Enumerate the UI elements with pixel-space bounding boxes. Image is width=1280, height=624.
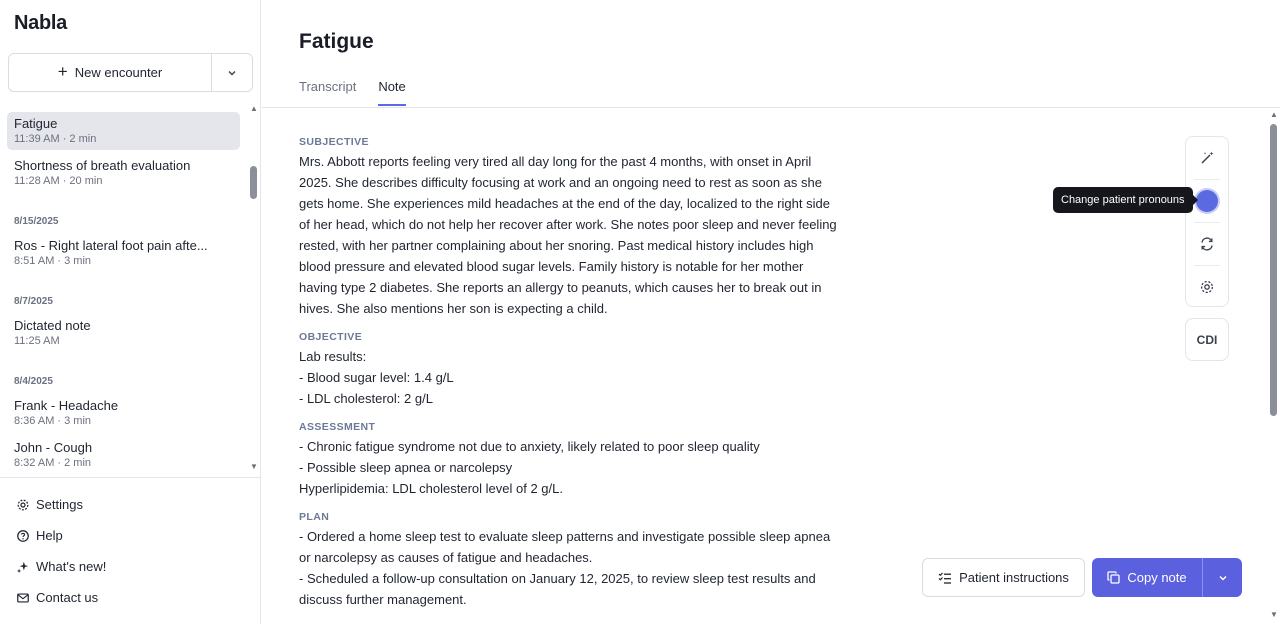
encounter-item[interactable]	[7, 314, 240, 352]
chevron-down-icon	[227, 68, 237, 78]
date-header: 8/7/2025	[14, 296, 53, 307]
new-encounter-button[interactable]	[9, 54, 211, 91]
note-section-objective	[299, 331, 839, 409]
tab-note[interactable]: Note	[378, 79, 405, 106]
copy-icon	[1107, 571, 1120, 584]
encounter-meta: 8:32 AM · 2 min	[14, 457, 92, 469]
copy-note-group	[1092, 558, 1242, 597]
nav-label: What's new!	[36, 559, 107, 574]
tab-bar	[299, 79, 428, 106]
pronouns-tooltip: Change patient pronouns	[1053, 187, 1193, 213]
section-title: SUBJECTIVE	[299, 136, 369, 148]
section-text: - Blood sugar level: 1.4 g/L	[299, 370, 454, 385]
encounter-meta: 11:25 AM	[14, 335, 60, 347]
sidebar	[0, 0, 261, 624]
section-text: Mrs. Abbott reports feeling very tired all day long for the past 4 months, with onset in April 2025. She describes difficulty focusing at work and an ongoing need to rest as soon as she gets home. She experiences mild headaches at the end of the day, localized to the right side of her head, which do not help her recover after work. She notes poor sleep and never feeling rested, with her partner complaining about her snoring. Past medical history includes high blood pressure and elevated blood sugar levels. Family history is notable for her mother having type 2 diabetes. She reports an allergy to peanuts, which causes her to break out in hives. She also mentions her son is expecting a child.	[299, 154, 837, 316]
sidebar-scrollbar[interactable]	[249, 104, 259, 474]
patient-instructions-label: Patient instructions	[959, 570, 1069, 585]
encounter-title: Dictated note	[14, 318, 91, 333]
gear-icon	[16, 498, 30, 512]
page-title: Fatigue	[299, 30, 374, 53]
copy-note-label: Copy note	[1127, 570, 1187, 585]
nav-settings[interactable]	[16, 497, 83, 512]
note-section-subjective	[299, 136, 839, 319]
note-toolbar	[1185, 136, 1229, 307]
encounter-title: Ros - Right lateral foot pain afte...	[14, 238, 208, 253]
section-title: OBJECTIVE	[299, 331, 363, 343]
sparkle-icon	[16, 560, 30, 574]
scroll-up-arrow-icon[interactable]: ▲	[1270, 110, 1278, 119]
tab-divider	[262, 107, 1280, 108]
plus-icon: +	[57, 62, 68, 81]
tab-transcript[interactable]: Transcript	[299, 79, 357, 94]
mail-icon	[16, 591, 30, 605]
copy-note-button[interactable]	[1092, 558, 1202, 597]
note-content	[299, 136, 839, 622]
encounter-title: Frank - Headache	[14, 398, 119, 413]
nav-whats-new[interactable]	[16, 559, 106, 574]
encounter-list	[0, 102, 248, 474]
note-scrollbar[interactable]	[1267, 108, 1280, 624]
new-encounter-label: New encounter	[74, 65, 163, 80]
sidebar-footer	[0, 477, 261, 624]
sidebar-scrollbar-thumb[interactable]	[250, 166, 257, 199]
encounter-meta: 8:36 AM · 3 min	[14, 415, 92, 427]
note-scrollbar-thumb[interactable]	[1270, 124, 1277, 416]
encounter-title: Shortness of breath evaluation	[14, 158, 191, 173]
main-content	[262, 0, 1280, 624]
note-section-assessment	[299, 421, 839, 499]
magic-wand-icon	[1199, 150, 1215, 166]
nav-help[interactable]	[16, 528, 63, 543]
help-icon	[16, 529, 30, 543]
section-text: - Ordered a home sleep test to evaluate sleep patterns and investigate possible sleep apnea or narcolepsy as causes of fatigue and headaches.	[299, 529, 831, 565]
gear-icon	[1199, 279, 1215, 295]
note-section-plan	[299, 511, 839, 610]
pronouns-indicator-icon	[1196, 190, 1218, 212]
patient-instructions-button[interactable]	[922, 558, 1085, 597]
encounter-item[interactable]	[7, 234, 240, 272]
encounter-meta: 11:28 AM · 20 min	[14, 175, 103, 187]
cdi-button[interactable]: CDI	[1185, 318, 1229, 361]
date-header: 8/15/2025	[14, 216, 59, 227]
chevron-down-icon	[1218, 573, 1228, 583]
new-encounter-dropdown-button[interactable]	[211, 54, 252, 91]
magic-edit-button[interactable]	[1186, 137, 1228, 179]
section-text: Lab results:	[299, 349, 367, 364]
section-title: PLAN	[299, 511, 330, 523]
checklist-icon	[938, 571, 952, 585]
nav-label: Help	[36, 528, 63, 543]
encounter-meta: 11:39 AM · 2 min	[14, 133, 97, 145]
encounter-item[interactable]	[7, 112, 240, 150]
encounter-title: Fatigue	[14, 116, 58, 131]
nav-contact-us[interactable]	[16, 590, 98, 605]
encounter-title: John - Cough	[14, 440, 93, 455]
new-encounter-group	[8, 53, 253, 92]
scroll-down-arrow-icon[interactable]: ▼	[250, 462, 258, 471]
encounter-item[interactable]	[7, 394, 240, 432]
scroll-up-arrow-icon[interactable]: ▲	[250, 104, 258, 113]
copy-note-dropdown-button[interactable]	[1202, 558, 1242, 597]
nav-label: Settings	[36, 497, 83, 512]
section-text: - Possible sleep apnea or narcolepsy	[299, 460, 513, 475]
section-text: - Chronic fatigue syndrome not due to anxiety, likely related to poor sleep quality	[299, 439, 760, 454]
section-text: - LDL cholesterol: 2 g/L	[299, 391, 433, 406]
encounter-item[interactable]	[7, 436, 240, 474]
scroll-down-arrow-icon[interactable]: ▼	[1270, 610, 1278, 619]
app-logo[interactable]: Nabla	[14, 12, 67, 34]
section-text: - Scheduled a follow-up consultation on January 12, 2025, to review sleep test results and discuss further management.	[299, 571, 816, 607]
refresh-icon	[1199, 236, 1215, 252]
nav-label: Contact us	[36, 590, 99, 605]
encounter-meta: 8:51 AM · 3 min	[14, 255, 92, 267]
section-title: ASSESSMENT	[299, 421, 376, 433]
section-text: Hyperlipidemia: LDL cholesterol level of 2 g/L.	[299, 481, 563, 496]
date-header: 8/4/2025	[14, 376, 53, 387]
encounter-item[interactable]	[7, 154, 240, 192]
regenerate-button[interactable]	[1186, 223, 1228, 265]
note-settings-button[interactable]	[1186, 266, 1228, 308]
